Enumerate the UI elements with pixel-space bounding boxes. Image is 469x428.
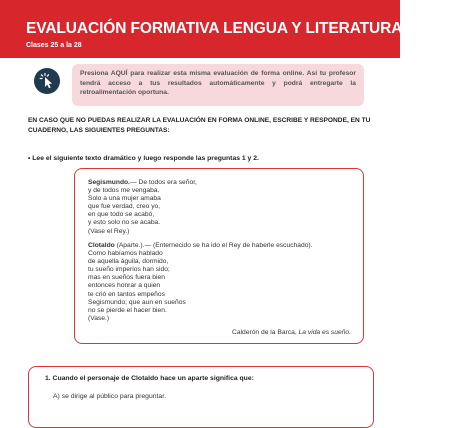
reading-instruction: • Lee el siguiente texto dramático y luego responde las preguntas 1 y 2. [28, 155, 259, 162]
verse-line: y esto solo no se acaba. [88, 219, 161, 227]
citation-work: La vida es sueño. [298, 329, 351, 336]
question-1-title: 1. Cuando el personaje de Clotaldo hace un aparte significa que: [45, 375, 254, 382]
online-notice[interactable] [72, 64, 364, 106]
stage-direction: (Vase.) [88, 314, 110, 322]
page-title: EVALUACIÓN FORMATIVA LENGUA Y LITERATURA II° Medio [26, 20, 469, 37]
page-subtitle: Clases 25 a la 28 [26, 42, 82, 49]
verse-line: en que todo se acabó, [88, 211, 155, 219]
verse-line: no se pierde el hacer bien. [88, 306, 167, 314]
verse-line: y de todos me vengaba. [88, 187, 160, 195]
stage-direction: (Vase el Rey.) [88, 227, 130, 235]
stanza-segismundo [88, 179, 197, 236]
verse-line: tu sueño imperios han sido; [88, 266, 170, 274]
speaker-segismundo: Segismundo. [88, 179, 130, 186]
verse-line: te crió en tantos empeños [88, 290, 165, 298]
stanza-clotaldo [88, 242, 350, 323]
dramatic-text-box [74, 168, 364, 344]
verse-line: que fue verdad, creo yo, [88, 203, 161, 211]
instruction-text: EN CASO QUE NO PUEDAS REALIZAR LA EVALUACIÓN EN FORMA ONLINE, ESCRIBE Y RESPONDE, EN TU CUADERNO, LAS SIGUIENTES PREGUNTAS: [28, 117, 371, 134]
verse-line: entonces honrar a quien [88, 282, 161, 290]
cursor-click-icon [38, 72, 56, 90]
header-banner [0, 0, 469, 58]
verse-line: Solo a una mujer amaba [88, 195, 161, 203]
stage-direction: (Aparte.).— (Enternecido se ha ido el Rey de haberle escuchado). [114, 242, 313, 249]
speaker-clotaldo: Clotaldo [88, 242, 115, 249]
verse-line: — De todos era señor, [130, 179, 197, 186]
verse-line: Como habíamos hablado [88, 250, 163, 258]
verse-line: Segismundo; que aun en sueños [88, 298, 186, 306]
question-1-box [28, 366, 374, 428]
verse-line: mas en sueños fuera bien [88, 274, 165, 282]
verse-line: de aquella águila, dormido, [88, 258, 169, 266]
question-1-option-a[interactable]: A) se dirige al público para preguntar. [53, 393, 166, 400]
citation [232, 329, 351, 336]
online-link-button[interactable] [34, 68, 60, 94]
citation-author: Calderón de la Barca, [232, 329, 299, 336]
online-notice-text: Presiona AQUÍ para realizar esta misma evaluación de forma online. Así tu profesor tendrá acceso a tus resultados automáticamente y podrá entregarte la retroalimentación oportuna. [80, 70, 356, 97]
